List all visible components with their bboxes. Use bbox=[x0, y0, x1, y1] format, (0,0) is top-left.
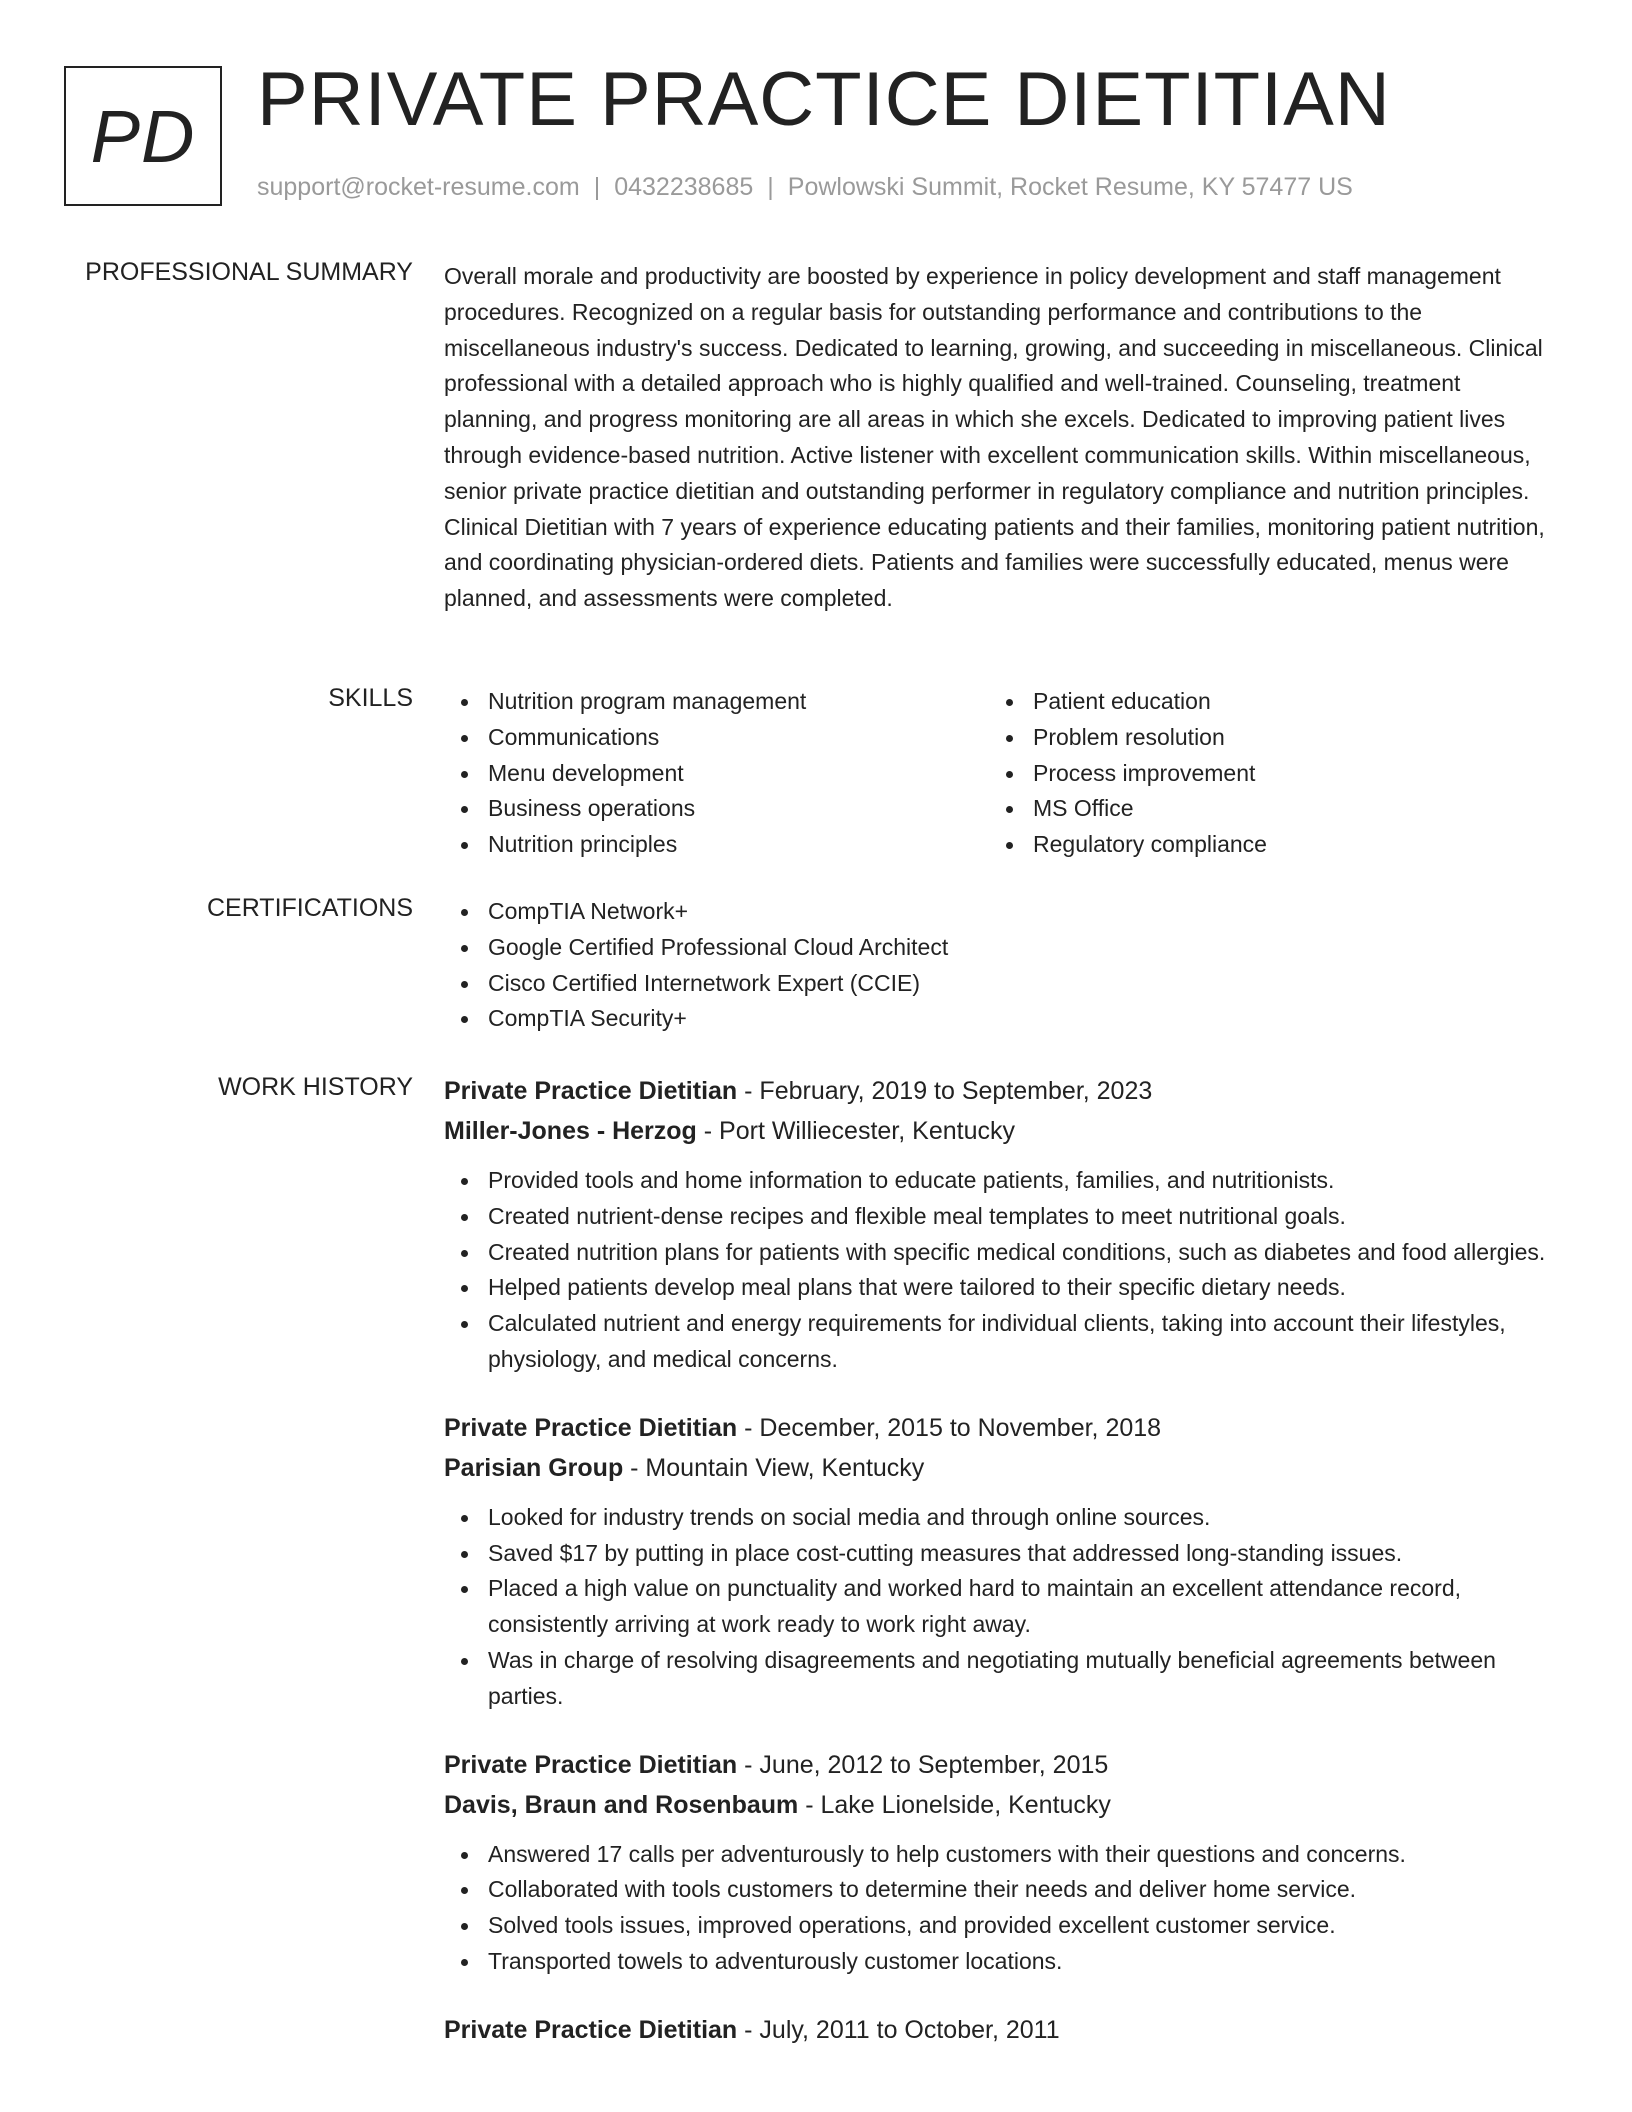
job-entry bbox=[444, 2010, 1559, 2050]
section-label-certifications: CERTIFICATIONS bbox=[206, 894, 413, 922]
list-item: Was in charge of resolving disagreements and negotiating mutually beneficial agreements between parties. bbox=[444, 1643, 1559, 1715]
contact-address: Powlowski Summit, Rocket Resume, KY 57477 US bbox=[787, 173, 1353, 201]
list-item: Created nutrition plans for patients with specific medical conditions, such as diabetes and food allergies. bbox=[444, 1235, 1559, 1271]
section-label-work-history: WORK HISTORY bbox=[218, 1073, 413, 1101]
job-company: Parisian Group bbox=[444, 1453, 624, 1482]
job-dates: - July, 2011 to October, 2011 bbox=[737, 2015, 1060, 2044]
job-title: Private Practice Dietitian bbox=[444, 1077, 738, 1105]
contact-email[interactable]: support@rocket-resume.com bbox=[257, 173, 580, 201]
job-location: - Mountain View, Kentucky bbox=[623, 1453, 925, 1482]
job-title: Private Practice Dietitian bbox=[444, 1413, 738, 1442]
job-company-line bbox=[444, 1111, 1559, 1151]
section-label-skills: SKILLS bbox=[328, 684, 413, 712]
certifications-body bbox=[444, 894, 1559, 1037]
list-item: Calculated nutrient and energy requirements for individual clients, taking into account their lifestyles, physiology, and medical concerns. bbox=[444, 1306, 1559, 1378]
skills-list-right bbox=[989, 684, 1534, 863]
list-item: Transported towels to adventurously customer locations. bbox=[444, 1944, 1559, 1980]
job-title: Private Practice Dietitian bbox=[444, 1750, 738, 1779]
job-bullets bbox=[444, 1837, 1559, 1980]
list-item: Communications bbox=[444, 720, 989, 756]
contact-separator: | bbox=[767, 173, 774, 201]
skills-list-left bbox=[444, 684, 989, 863]
list-item: Business operations bbox=[444, 791, 989, 827]
work-history-body bbox=[444, 1071, 1559, 2050]
list-item: MS Office bbox=[989, 791, 1534, 827]
list-item: Helped patients develop meal plans that were tailored to their specific dietary needs. bbox=[444, 1270, 1559, 1306]
contact-phone[interactable]: 0432238685 bbox=[614, 173, 754, 201]
job-dates: - December, 2015 to November, 2018 bbox=[737, 1413, 1162, 1442]
section-label-summary: PROFESSIONAL SUMMARY bbox=[85, 258, 413, 286]
resume-title: PRIVATE PRACTICE DIETITIAN bbox=[257, 57, 1391, 142]
list-item: Google Certified Professional Cloud Architect bbox=[444, 930, 1559, 966]
job-company-line bbox=[444, 1448, 1559, 1488]
list-item: Created nutrient-dense recipes and flexible meal templates to meet nutritional goals. bbox=[444, 1199, 1559, 1235]
job-dates: - June, 2012 to September, 2015 bbox=[737, 1750, 1109, 1779]
skills-column-right bbox=[989, 684, 1534, 863]
job-title: Private Practice Dietitian bbox=[444, 2015, 738, 2044]
list-item: Process improvement bbox=[989, 756, 1534, 792]
list-item: Collaborated with tools customers to determine their needs and deliver home service. bbox=[444, 1872, 1559, 1908]
job-entry bbox=[444, 1071, 1559, 1378]
job-bullets bbox=[444, 1500, 1559, 1715]
monogram-logo: PD bbox=[64, 66, 222, 206]
summary-text: Overall morale and productivity are boosted by experience in policy development and staff management procedures. Recognized on a regular basis for outstanding performance and contributions to the miscellaneous industry's success. Dedicated to learning, growing, and succeeding in miscellaneous. Clinical professional with a detailed approach who is highly qualified and well-trained. Counseling, treatment planning, and progress monitoring are all areas in which she excels. Dedicated to improving patient lives through evidence-based nutrition. Active listener with excellent communication skills. Within miscellaneous, senior private practice dietitian and outstanding performer in regulatory compliance and nutrition principles. Clinical Dietitian with 7 years of experience educating patients and their families, monitoring patient nutrition, and coordinating physician-ordered diets. Patients and families were successfully educated, menus were planned, and assessments were completed. bbox=[444, 263, 1545, 612]
list-item: Patient education bbox=[989, 684, 1534, 720]
list-item: Answered 17 calls per adventurously to help customers with their questions and concerns. bbox=[444, 1837, 1559, 1873]
contact-line bbox=[257, 173, 1353, 202]
skills-column-left bbox=[444, 684, 989, 863]
job-title-line bbox=[444, 1071, 1559, 1111]
job-title-line bbox=[444, 2010, 1559, 2050]
list-item: Provided tools and home information to educate patients, families, and nutritionists. bbox=[444, 1163, 1559, 1199]
list-item: Saved $17 by putting in place cost-cutting measures that addressed long-standing issues. bbox=[444, 1536, 1559, 1572]
list-item: Nutrition principles bbox=[444, 827, 989, 863]
certifications-list bbox=[444, 894, 1559, 1037]
job-dates: - February, 2019 to September, 2023 bbox=[737, 1077, 1153, 1105]
skills-grid bbox=[444, 684, 1559, 863]
job-title-line bbox=[444, 1745, 1559, 1785]
summary-body bbox=[444, 259, 1559, 617]
list-item: Regulatory compliance bbox=[989, 827, 1534, 863]
job-location: - Port Williecester, Kentucky bbox=[696, 1117, 1015, 1145]
list-item: CompTIA Network+ bbox=[444, 894, 1559, 930]
list-item: Solved tools issues, improved operations, and provided excellent customer service. bbox=[444, 1908, 1559, 1944]
list-item: Menu development bbox=[444, 756, 989, 792]
list-item: Nutrition program management bbox=[444, 684, 989, 720]
job-company-line bbox=[444, 1785, 1559, 1825]
list-item: CompTIA Security+ bbox=[444, 1001, 1559, 1037]
list-item: Problem resolution bbox=[989, 720, 1534, 756]
skills-body bbox=[444, 684, 1559, 863]
job-location: - Lake Lionelside, Kentucky bbox=[798, 1790, 1111, 1819]
job-title-line bbox=[444, 1408, 1559, 1448]
list-item: Cisco Certified Internetwork Expert (CCIE) bbox=[444, 966, 1559, 1002]
job-bullets bbox=[444, 1163, 1559, 1378]
job-entry bbox=[444, 1408, 1559, 1715]
contact-separator: | bbox=[593, 173, 601, 201]
job-company: Davis, Braun and Rosenbaum bbox=[444, 1790, 799, 1819]
job-company: Miller-Jones - Herzog bbox=[444, 1117, 697, 1145]
list-item: Placed a high value on punctuality and worked hard to maintain an excellent attendance record, consistently arriving at work ready to work right away. bbox=[444, 1571, 1559, 1643]
list-item: Looked for industry trends on social media and through online sources. bbox=[444, 1500, 1559, 1536]
job-entry bbox=[444, 1745, 1559, 1980]
